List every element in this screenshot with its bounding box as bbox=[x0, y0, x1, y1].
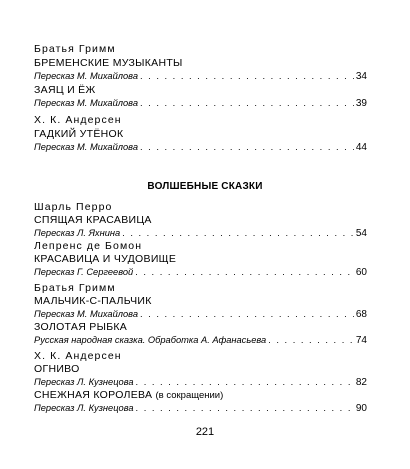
story-title: ОГНИВО bbox=[34, 363, 80, 375]
leader-dots bbox=[140, 97, 354, 109]
toc-entry bbox=[34, 70, 367, 83]
story-title: БРЕМЕНСКИЕ МУЗЫКАНТЫ bbox=[34, 57, 183, 69]
page-ref: 44 bbox=[355, 142, 367, 153]
leader-dots bbox=[135, 266, 354, 278]
story-title: СПЯЩАЯ КРАСАВИЦА bbox=[34, 214, 152, 226]
page-ref: 90 bbox=[355, 403, 367, 414]
toc-entry bbox=[34, 308, 367, 321]
leader-dots bbox=[140, 70, 354, 82]
story-title: ЗАЯЦ И ЁЖ bbox=[34, 84, 96, 96]
retelling-credit: Пересказ М. Михайлова bbox=[34, 71, 138, 81]
story-title-line bbox=[34, 389, 223, 402]
toc-entry bbox=[34, 334, 367, 347]
page-ref: 54 bbox=[355, 228, 367, 239]
retelling-credit: Пересказ М. Михайлова bbox=[34, 142, 138, 152]
section-heading: ВОЛШЕБНЫЕ СКАЗКИ bbox=[147, 181, 263, 192]
author-name: Лепренс де Бомон bbox=[34, 240, 143, 252]
retelling-credit: Пересказ Л. Кузнецова bbox=[34, 403, 134, 413]
page-ref: 74 bbox=[355, 335, 367, 346]
page-ref: 60 bbox=[355, 267, 367, 278]
leader-dots bbox=[268, 334, 354, 346]
toc-entry bbox=[34, 402, 367, 415]
toc-entry bbox=[34, 97, 367, 110]
leader-dots bbox=[136, 376, 354, 388]
toc-entry bbox=[34, 376, 367, 389]
page-number: 221 bbox=[195, 426, 215, 438]
leader-dots bbox=[122, 227, 354, 239]
leader-dots bbox=[136, 402, 354, 414]
toc-entry bbox=[34, 141, 367, 154]
story-title: ЗОЛОТАЯ РЫБКА bbox=[34, 321, 128, 333]
abridged-note: (в сокращении) bbox=[155, 390, 224, 401]
page-ref: 82 bbox=[355, 377, 367, 388]
author-name: Братья Гримм bbox=[34, 43, 116, 55]
story-title: КРАСАВИЦА И ЧУДОВИЩЕ bbox=[34, 253, 177, 265]
page-ref: 34 bbox=[355, 71, 367, 82]
page-ref: 39 bbox=[355, 98, 367, 109]
story-title: МАЛЬЧИК-С-ПАЛЬЧИК bbox=[34, 295, 152, 307]
author-name: Братья Гримм bbox=[34, 282, 116, 294]
retelling-credit: Пересказ Л. Яхнина bbox=[34, 228, 121, 238]
leader-dots bbox=[140, 141, 354, 153]
toc-entry bbox=[34, 227, 367, 240]
retelling-credit: Пересказ М. Михайлова bbox=[34, 309, 138, 319]
retelling-credit: Пересказ Л. Кузнецова bbox=[34, 377, 134, 387]
story-title: ГАДКИЙ УТЁНОК bbox=[34, 128, 124, 140]
page-ref: 68 bbox=[355, 309, 367, 320]
leader-dots bbox=[140, 308, 354, 320]
retelling-credit: Русская народная сказка. Обработка А. Афанасьева bbox=[34, 335, 267, 345]
retelling-credit: Пересказ Г. Сергеевой bbox=[34, 267, 134, 277]
retelling-credit: Пересказ М. Михайлова bbox=[34, 98, 138, 108]
story-title: СНЕЖНАЯ КОРОЛЕВА bbox=[34, 389, 153, 401]
author-name: Шарль Перро bbox=[34, 201, 113, 213]
author-name: Х. К. Андерсен bbox=[34, 350, 122, 362]
author-name: Х. К. Андерсен bbox=[34, 114, 122, 126]
toc-entry bbox=[34, 266, 367, 279]
